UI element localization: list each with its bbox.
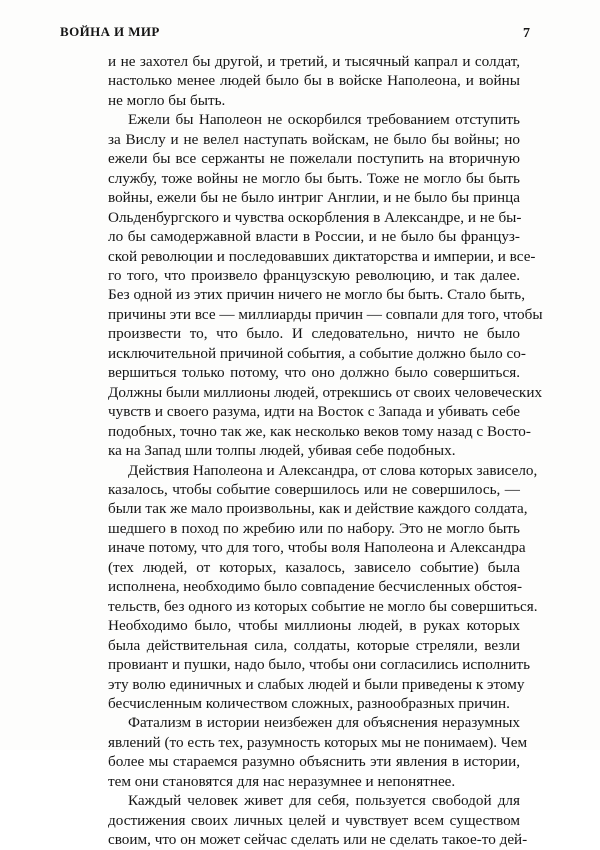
text-line: была действительная сила, солдаты, которые стреляли, везли — [108, 636, 520, 654]
text-line: тем они становятся для нас неразумнее и непонятнее. — [108, 772, 456, 790]
text-line: были так же мало произвольны, как и действие каждого солдата, — [108, 500, 528, 518]
text-line: Действия Наполеона и Александра, от слова которых зависело, — [128, 461, 538, 479]
text-line: Фатализм в истории неизбежен для объяснения неразумных — [128, 714, 520, 732]
text-line: службу, тоже войны не могло бы быть. Тоже не могло бы быть — [108, 169, 520, 187]
text-line: произвести то, что было. И следовательно, ничто не было — [108, 325, 520, 343]
paragraph — [108, 461, 538, 714]
text-line: не могло бы быть. — [108, 91, 226, 109]
text-line: чувств и своего разума, идти на Восток с Запада и убивать себе — [108, 403, 520, 421]
text-line: причины эти все — миллиарды причин — совпали для того, чтобы — [108, 305, 543, 323]
text-line: эту волю единичных и слабых людей и были приведены к этому — [108, 675, 525, 693]
text-line: Должны были миллионы людей, отрекшись от своих человеческих — [108, 383, 543, 401]
text-line: настолько менее людей было бы в войске Наполеона, и войны — [108, 72, 520, 90]
text-line: ежели бы все сержанты не пожелали поступить на вторичную — [108, 150, 520, 168]
text-line: подобных, точно так же, как несколько веков тому назад с Восто- — [108, 422, 531, 440]
text-line: ло бы самодержавной власти в России, и не было бы француз- — [108, 228, 520, 246]
text-line: го того, что произвело французскую революцию, и так далее. — [108, 266, 520, 284]
text-line: исполнена, необходимо было совпадение бесчисленных обстоя- — [108, 578, 523, 596]
text-line: своим, что он может сейчас сделать или не сделать такое-то дей- — [108, 831, 528, 849]
text-line: ка на Запад шли толпы людей, убивая себе подобных. — [108, 442, 456, 460]
text-line: Без одной из этих причин ничего не могло бы быть. Стало быть, — [108, 286, 525, 304]
paragraph — [108, 713, 528, 791]
text-line: исключительной причиной события, а событие должно было со- — [108, 344, 526, 362]
text-line: вершиться только потому, что оно должно было совершиться. — [108, 364, 520, 382]
text-line: тельств, без одного из которых событие не могло бы совершиться. — [108, 597, 538, 615]
body-text — [108, 52, 543, 850]
text-line: казалось, чтобы событие совершилось или не совершилось, — — [108, 480, 520, 498]
text-line: явлений (то есть тех, разумность которых мы не понимаем). Чем — [108, 733, 528, 751]
paragraph — [108, 52, 520, 110]
paragraph — [108, 110, 543, 460]
paragraph — [108, 791, 528, 849]
text-line: Необходимо было, чтобы миллионы людей, в руках которых — [108, 617, 520, 635]
text-line: Ежели бы Наполеон не оскорбился требованием отступить — [128, 111, 520, 129]
running-title: ВОЙНА И МИР — [60, 24, 160, 39]
text-line: достижения своих личных целей и чувствует всем существом — [108, 811, 520, 829]
page-number: 7 — [523, 26, 530, 41]
text-line: бесчисленным количеством сложных, разнообразных причин. — [108, 694, 510, 712]
text-line: более мы стараемся разумно объяснить эти явления в истории, — [108, 753, 520, 771]
text-line: Ольденбургского и чувства оскорбления в Александре, и не бы- — [108, 208, 522, 226]
text-line: иначе потому, что для того, чтобы воля Наполеона и Александра — [108, 539, 526, 557]
text-line: (тех людей, от которых, казалось, зависело событие) была — [108, 558, 520, 576]
text-line: Каждый человек живет для себя, пользуется свободой для — [128, 792, 520, 810]
text-line: ской революции и последовавших диктаторства и империи, и все- — [108, 247, 536, 265]
text-line: войны, ежели бы не было интриг Англии, и не было бы принца — [108, 189, 520, 207]
text-line: провиант и пушки, надо было, чтобы они согласились исполнить — [108, 656, 531, 674]
text-line: и не захотел бы другой, и третий, и тысячный капрал и солдат, — [108, 53, 520, 70]
text-line: за Вислу и не велел наступать войскам, не было бы войны; но — [108, 130, 520, 148]
text-line: шедшего в поход по жребию или по набору. Это не могло быть — [108, 519, 520, 537]
